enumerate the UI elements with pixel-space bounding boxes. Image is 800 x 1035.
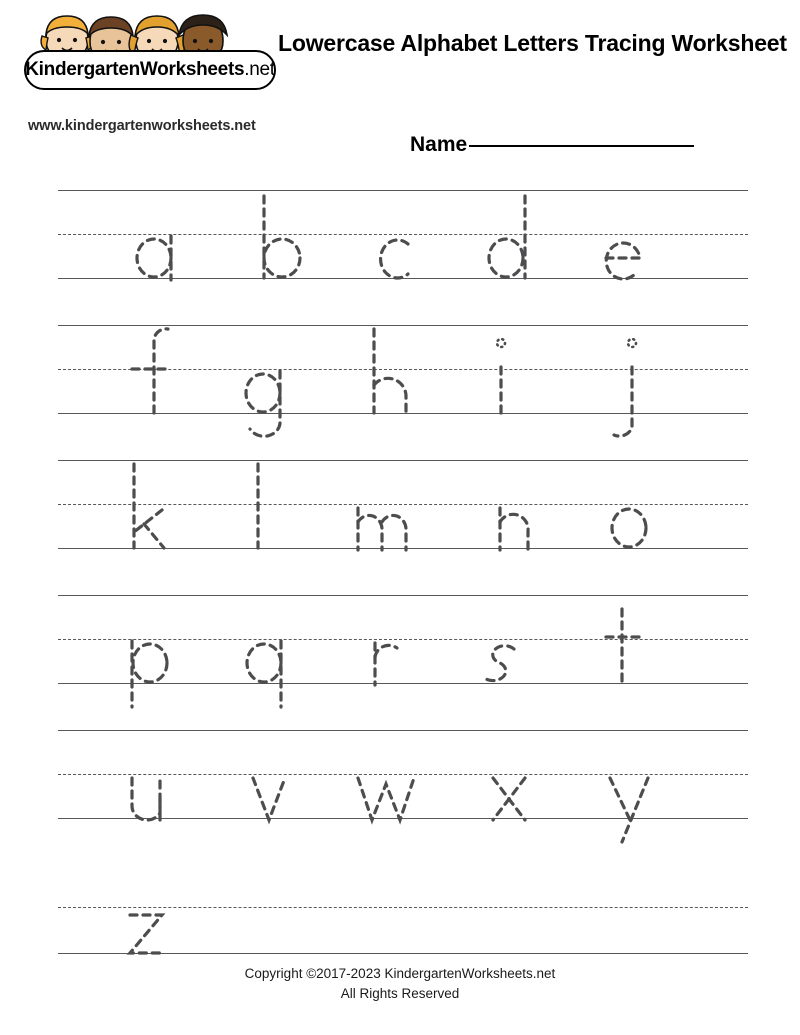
trace-letter-m[interactable] (348, 500, 428, 560)
logo-suffix: .net (244, 59, 275, 80)
trace-letter-s[interactable] (476, 635, 536, 695)
trace-row-5 (58, 730, 748, 834)
worksheet-footer (0, 964, 800, 1003)
trace-row-4 (58, 595, 748, 699)
trace-row-2 (58, 325, 748, 429)
trace-letter-r[interactable] (363, 635, 423, 695)
trace-letter-v[interactable] (243, 770, 303, 830)
trace-letter-n[interactable] (488, 500, 548, 560)
trace-letter-l[interactable] (238, 458, 278, 558)
logo-text (25, 59, 275, 81)
trace-letter-j[interactable] (606, 335, 656, 455)
trace-letter-z[interactable] (120, 905, 180, 965)
trace-letter-b[interactable] (248, 190, 308, 290)
trace-letter-a[interactable] (130, 230, 190, 290)
rights-text: All Rights Reserved (340, 985, 460, 1001)
worksheet-header (0, 0, 800, 156)
trace-row-3 (58, 460, 748, 564)
logo-bold-1: Kindergarten (25, 59, 140, 80)
trace-letter-c[interactable] (368, 230, 428, 290)
trace-letter-q[interactable] (240, 635, 300, 735)
ruled-line-top (58, 730, 748, 731)
trace-row-6 (58, 865, 748, 969)
ruled-line-top (58, 190, 748, 191)
ruled-line-top (58, 595, 748, 596)
trace-letter-f[interactable] (120, 323, 180, 423)
trace-letter-e[interactable] (600, 230, 660, 290)
trace-letter-p[interactable] (120, 635, 180, 735)
trace-letter-k[interactable] (120, 458, 180, 558)
trace-letter-x[interactable] (483, 770, 543, 830)
trace-letter-t[interactable] (598, 603, 648, 695)
trace-letter-o[interactable] (603, 500, 663, 560)
trace-letter-g[interactable] (238, 365, 298, 465)
trace-row-1 (58, 190, 748, 294)
logo-bold-2: Worksheets (139, 59, 245, 80)
site-url: www.kindergartenworksheets.net (28, 118, 256, 134)
trace-letter-u[interactable] (120, 770, 180, 830)
trace-letter-i[interactable] (483, 335, 523, 425)
trace-letter-y[interactable] (600, 770, 670, 870)
copyright-text: Copyright ©2017-2023 KindergartenWorksheets.net (244, 966, 556, 981)
site-logo[interactable] (24, 14, 276, 114)
name-write-line[interactable] (469, 145, 694, 147)
trace-letter-h[interactable] (360, 323, 420, 423)
page-title: Lowercase Alphabet Letters Tracing Worksheet (278, 30, 787, 56)
name-label: Name (410, 133, 468, 156)
logo-pill (24, 50, 276, 90)
name-field-row (410, 133, 694, 157)
trace-letter-d[interactable] (483, 190, 543, 290)
trace-letter-w[interactable] (350, 770, 430, 830)
